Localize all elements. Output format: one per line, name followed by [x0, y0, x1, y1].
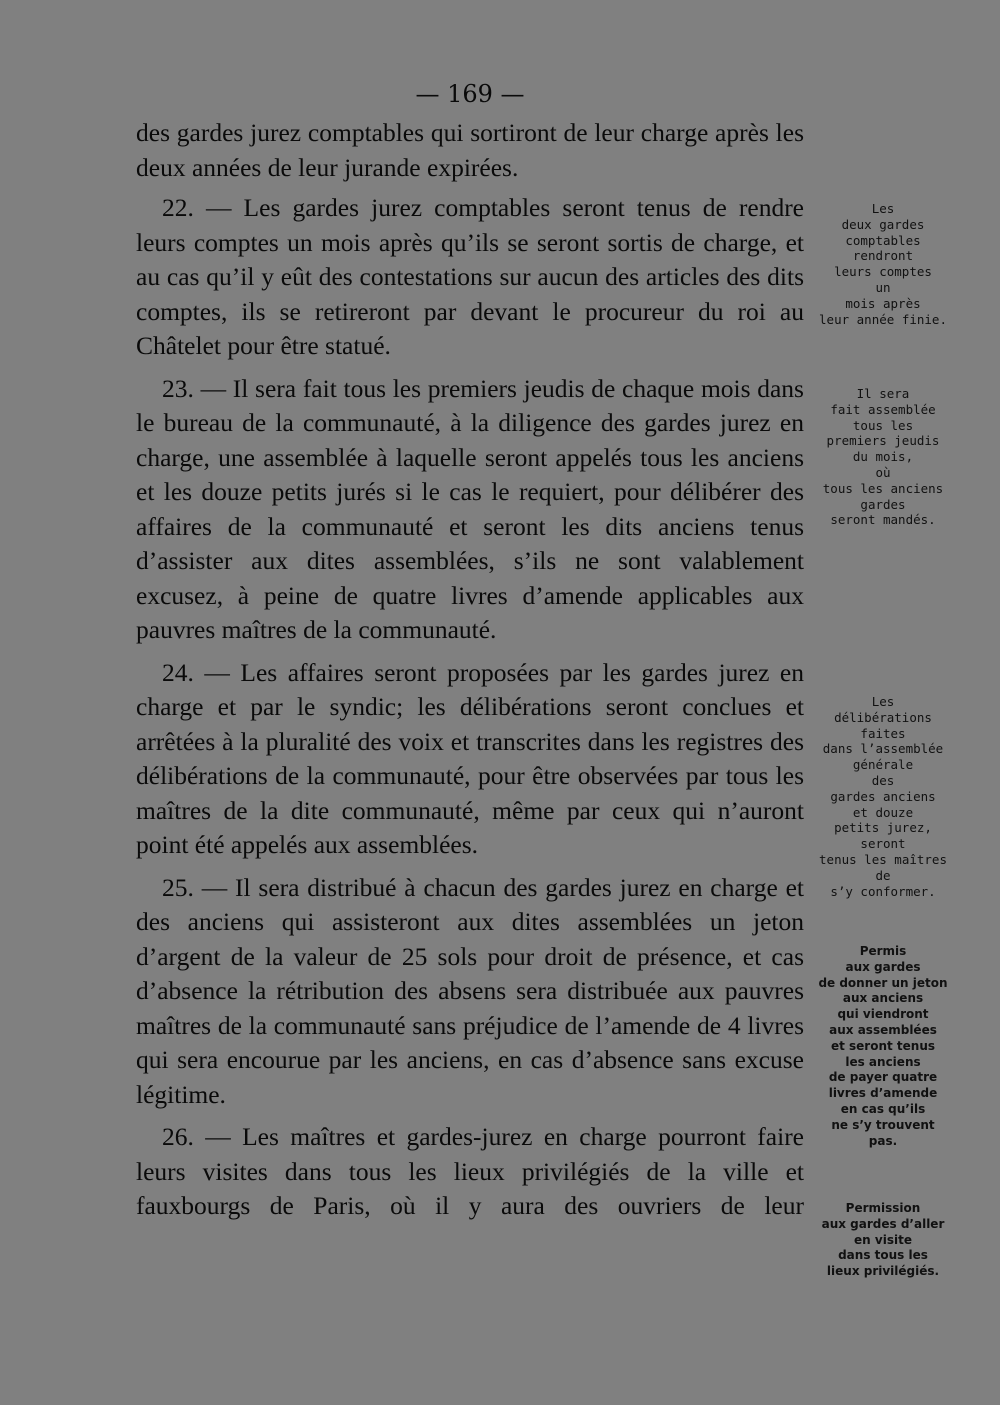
side-note-article-24: Les délibérations faites dans l’assemblée générale des gardes anciens et douze petits jurez, seront tenus les maîtres de s’y conformer. [819, 694, 947, 899]
paragraph-article-24 [136, 656, 804, 863]
paragraph-article-23 [136, 372, 804, 648]
side-note-article-26: Permission aux gardes d’aller en visite dans tous les lieux privilégiés. [821, 1201, 945, 1279]
paragraph-article-24-text: 24. — Les affaires seront proposées par les gardes jurez en charge et par le syndic; les délibérations seront conclues et arrêtées à la pluralité des voix et transcrites dans les registres des délibérations de la communauté, pour être observées par tous les maîtres de la dite communauté, même par ceux qui n’auront point été appelés aux assemblées. [136, 657, 804, 859]
paragraph-continuation: des gardes jurez comptables qui sortiront de leur charge après les deux années de leur jurande expirées. [136, 118, 804, 182]
paragraph-article-25 [136, 871, 804, 1113]
main-text-column [136, 116, 804, 1232]
paragraph-article-26-text: 26. — Les maîtres et gardes-jurez en charge pourront faire leurs visites dans tous les lieux privilégiés de la ville et fauxbourgs de Paris, où il y aura des ouvriers de leur [136, 1122, 804, 1220]
side-note-article-22: Les deux gardes comptables rendront leurs comptes un mois après leur année finie. [819, 201, 947, 327]
page-number: — 169 — [415, 80, 525, 108]
paragraph-article-25-text: 25. — Il sera distribué à chacun des gardes jurez en charge et des anciens qui assisteront aux dites assemblées un jeton d’argent de la valeur de 25 sols pour droit de présence, et cas d’absence la rétribution des absens sera distribuée aux pauvres maîtres de la communauté sans préjudice de l’amende de 4 livres qui sera encourue par les anciens, en cas d’absence sans excuse légitime. [136, 872, 804, 1109]
paragraph-article-26 [136, 1120, 804, 1224]
paragraph-article-22-text: 22. — Les gardes jurez comptables seront tenus de rendre leurs comptes un mois après qu’ils se seront sortis de charge, et au cas qu’il y eût des contestations sur aucun des articles des dits comptes, ils se retireront par devant le procureur du roi au Châtelet pour être statué. [136, 193, 804, 360]
paragraph-article-23-text: 23. — Il sera fait tous les premiers jeudis de chaque mois dans le bureau de la communauté, à la diligence des gardes jurez en charge, une assemblée à laquelle seront appelés tous les anciens et les douze petits jurés si le cas le requiert, pour délibérer des affaires de la communauté et seront les dits anciens tenus d’assister aux dites assemblées, s’ils ne sont valablement excusez, à peine de quatre livres d’amende applicables aux pauvres maîtres de la communauté. [136, 373, 804, 644]
side-note-article-23: Il sera fait assemblée tous les premiers jeudis du mois, où tous les anciens gardes seront mandés. [822, 386, 944, 528]
side-note-article-25: Permis aux gardes de donner un jeton aux anciens qui viendront aux assemblées et seront tenus les anciens de payer quatre livres d’amende en cas qu’ils ne s’y trouvent pas. [818, 944, 948, 1148]
paragraph-article-22 [136, 191, 804, 364]
